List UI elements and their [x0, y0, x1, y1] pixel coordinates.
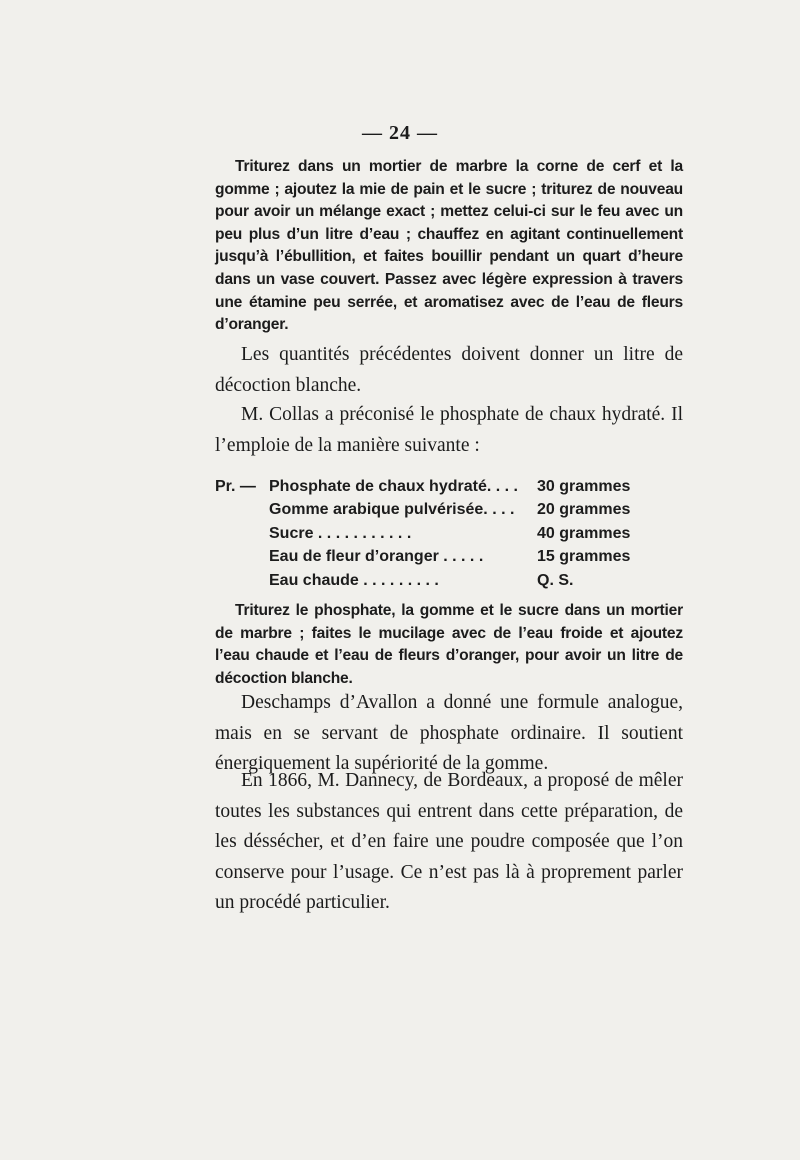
paragraph-deschamps-text: Deschamps d’Avallon a donné une formule analogue, mais en se servant de phosphate ordinaire. Il soutient énergiquement la supériorité de la gomme.	[215, 692, 683, 774]
recipe-row	[215, 498, 685, 521]
ingredient-name: Eau de fleur d’oranger . . . . .	[269, 548, 484, 566]
paragraph-collas	[215, 400, 683, 461]
recipe-list	[215, 475, 685, 592]
paragraph-dannecy-text: En 1866, M. Dannecy, de Bordeaux, a proposé de mêler toutes les substances qui entrent dans cette préparation, de les déssécher, et d’en faire une poudre composée que l’on conserve pour l’usage. Ce n’est pas là à proprement parler un procédé particulier.	[215, 770, 683, 913]
ingredient-quantity: 30 grammes	[537, 478, 631, 495]
recipe-row	[215, 545, 685, 568]
recipe-row	[215, 475, 685, 498]
recipe-row	[215, 522, 685, 545]
ingredient-quantity: 20 grammes	[537, 501, 631, 519]
paragraph-dannecy	[215, 766, 683, 919]
paragraph-quantities	[215, 340, 683, 401]
paragraph-phosphate	[215, 600, 683, 690]
ingredient-name: Sucre . . . . . . . . . . .	[269, 524, 412, 542]
page-number: — 24 —	[362, 122, 438, 144]
ingredient-name: Eau chaude . . . . . . . . .	[269, 571, 439, 589]
ingredient-name: Gomme arabique pulvérisée. . . .	[269, 501, 515, 519]
ingredient-quantity: 40 grammes	[537, 524, 631, 542]
paragraph-quantities-text: Les quantités précédentes doivent donner un litre de décoction blanche.	[215, 344, 683, 396]
recipe-prefix: Pr. —	[215, 478, 256, 495]
ingredient-quantity: 15 grammes	[537, 548, 631, 566]
ingredient-name: Phosphate de chaux hydraté. . . .	[269, 478, 518, 495]
ingredient-quantity: Q. S.	[537, 571, 574, 589]
paragraph-instructions	[215, 156, 683, 337]
paragraph-collas-text: M. Collas a préconisé le phosphate de chaux hydraté. Il l’emploie de la manière suivante :	[215, 404, 683, 456]
recipe-row	[215, 569, 685, 592]
paragraph-phosphate-text: Triturez le phosphate, la gomme et le sucre dans un mortier de marbre ; faites le mucilage avec de l’eau froide et ajoutez l’eau chaude et l’eau de fleurs d’oranger, pour avoir un litre de décoction blanche.	[215, 602, 683, 687]
paragraph-instructions-text: Triturez dans un mortier de marbre la corne de cerf et la gomme ; ajoutez la mie de pain et le sucre ; triturez de nouveau pour avoir un mélange exact ; mettez celui-ci sur le feu avec un peu plus d’un litre d’eau ; chauffez en agitant continuellement jusqu’à l’ébullition, et faites bouillir pendant un quart d’heure dans un vase couvert. Passez avec légère expression à travers une étamine peu serrée, et aromatisez avec de l’eau de fleurs d’oranger.	[215, 158, 683, 334]
